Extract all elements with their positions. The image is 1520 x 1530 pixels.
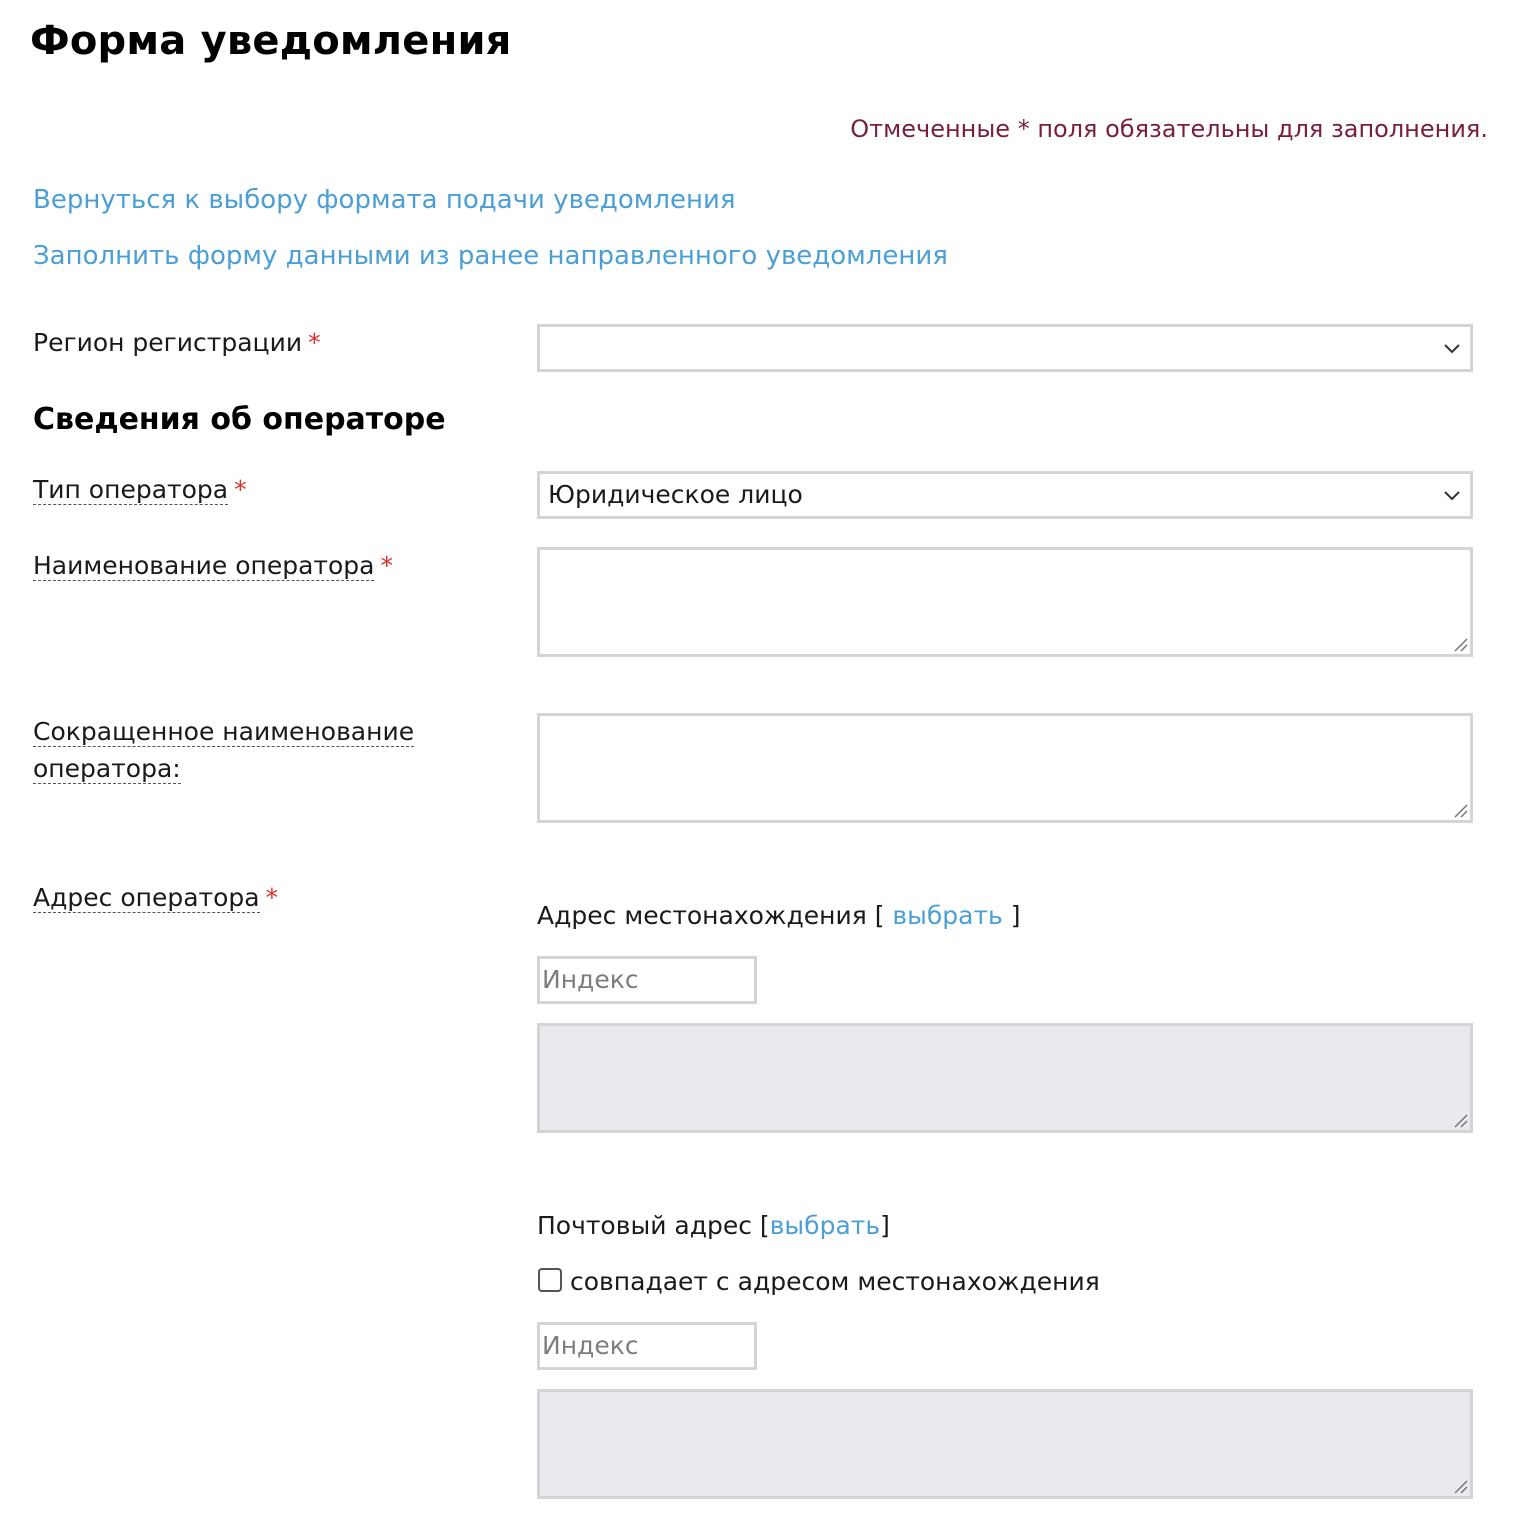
short-name-label-line2: оператора: <box>33 754 181 783</box>
operator-name-label <box>33 547 393 584</box>
postal-index-input[interactable] <box>537 1322 757 1370</box>
location-index-input[interactable] <box>537 956 757 1004</box>
resize-handle-icon[interactable] <box>1452 802 1468 818</box>
operator-name-label-text: Наименование оператора <box>33 551 375 580</box>
resize-handle-icon[interactable] <box>1452 636 1468 652</box>
location-address-suffix: ] <box>1010 901 1021 930</box>
same-as-location-checkbox[interactable] <box>538 1268 562 1292</box>
operator-type-value: Юридическое лицо <box>548 480 803 509</box>
resize-handle-icon[interactable] <box>1452 1112 1468 1128</box>
location-address-prefix: Адрес местонахождения [ <box>537 901 885 930</box>
required-asterisk: * <box>265 883 279 912</box>
postal-address-textarea <box>537 1389 1473 1499</box>
chevron-down-icon <box>1442 338 1462 358</box>
required-asterisk: * <box>380 551 393 580</box>
operator-name-textarea[interactable] <box>537 547 1473 657</box>
back-to-format-link[interactable]: Вернуться к выбору формата подачи уведомления <box>33 185 736 215</box>
same-as-location-label[interactable]: совпадает с адресом местонахождения <box>570 1267 1100 1296</box>
region-label <box>33 324 321 361</box>
page-title: Форма уведомления <box>30 18 512 64</box>
postal-address-heading <box>537 1211 890 1240</box>
location-address-heading <box>537 901 1021 930</box>
short-name-label <box>33 713 414 787</box>
operator-type-label-text: Тип оператора <box>33 475 229 504</box>
region-label-text: Регион регистрации <box>33 328 303 357</box>
operator-address-label <box>33 879 278 916</box>
postal-address-suffix: ] <box>880 1211 890 1240</box>
required-fields-note: Отмеченные * поля обязательны для заполнения. <box>850 115 1488 143</box>
chevron-down-icon <box>1442 485 1462 505</box>
postal-address-prefix: Почтовый адрес [ <box>537 1211 770 1240</box>
location-choose-link[interactable]: выбрать <box>892 901 1003 930</box>
resize-handle-icon[interactable] <box>1452 1478 1468 1494</box>
operator-type-label <box>33 471 247 508</box>
postal-index-placeholder: Индекс <box>542 1331 639 1360</box>
required-asterisk: * <box>234 475 247 504</box>
region-select[interactable] <box>537 324 1473 372</box>
operator-address-label-text: Адрес оператора <box>33 883 260 912</box>
location-address-textarea <box>537 1023 1473 1133</box>
short-name-label-line1: Сокращенное наименование <box>33 717 415 746</box>
postal-choose-link[interactable]: выбрать <box>769 1211 881 1240</box>
location-index-placeholder: Индекс <box>542 965 639 994</box>
operator-type-select[interactable] <box>537 471 1473 519</box>
fill-from-previous-link[interactable]: Заполнить форму данными из ранее направленного уведомления <box>33 241 948 271</box>
required-asterisk: * <box>308 328 321 357</box>
short-name-textarea[interactable] <box>537 713 1473 823</box>
operator-section-title: Сведения об операторе <box>33 402 446 437</box>
